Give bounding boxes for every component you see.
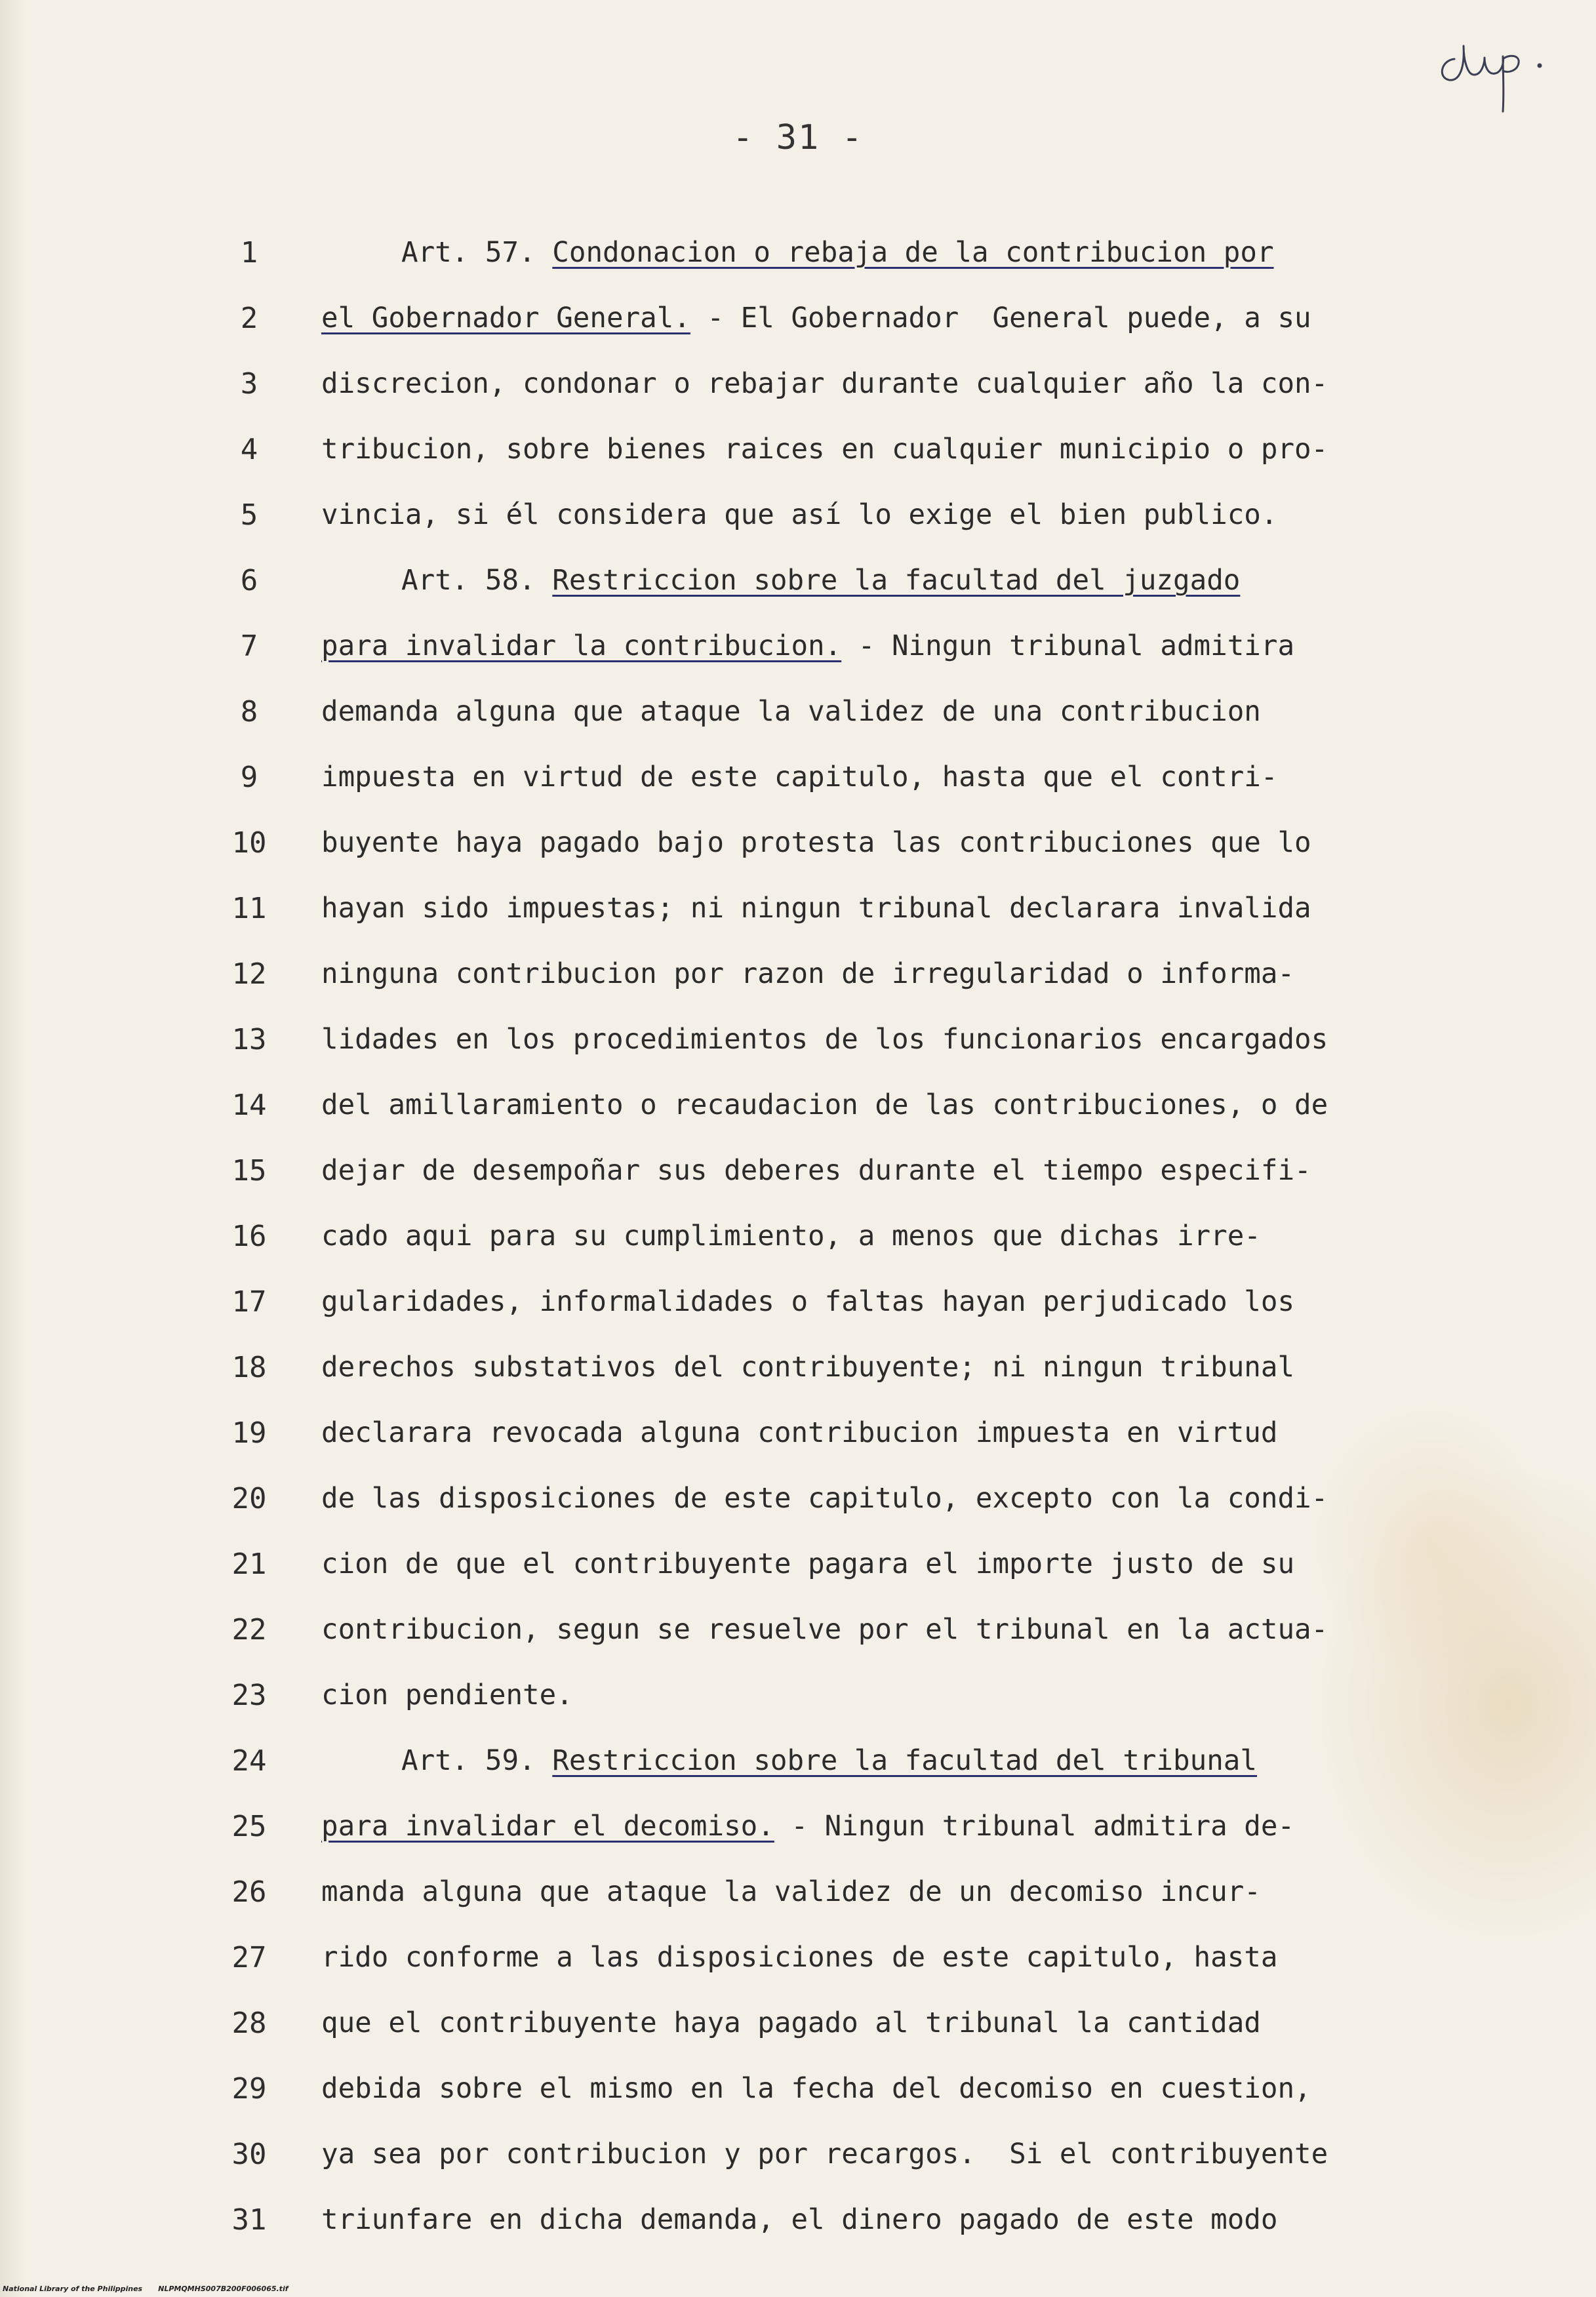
article-title: el Gobernador General. [321, 302, 690, 334]
line-number: 26 [231, 1875, 267, 1909]
article-title: Condonacion o rebaja de la contribucion por [552, 237, 1274, 269]
line-number: 20 [231, 1482, 267, 1515]
line-number: 31 [231, 2203, 267, 2237]
scan-footer [3, 2285, 304, 2293]
article-title: Restriccion sobre la facultad del juzgado [552, 565, 1241, 597]
line-number: 14 [231, 1089, 267, 1122]
text-segment: - Ningun tribunal admitira [841, 630, 1295, 662]
line-number: 17 [231, 1285, 267, 1319]
article-title: para invalidar la contribucion. [321, 630, 842, 662]
line-number: 6 [240, 564, 258, 597]
line-number: 27 [231, 1941, 267, 1974]
text-line-25 [321, 1805, 1344, 1870]
line-number: 18 [231, 1351, 267, 1384]
text-line-10: buyente haya pagado bajo protesta las contribuciones que lo [321, 827, 1311, 859]
text-line-6 [321, 559, 1344, 624]
line-number: 30 [231, 2138, 267, 2171]
line-number: 21 [231, 1548, 267, 1581]
line-number: 9 [240, 761, 258, 794]
line-number-column [216, 231, 282, 2264]
line-number: 2 [240, 302, 258, 335]
line-number: 8 [240, 695, 258, 729]
line-number: 1 [240, 236, 258, 270]
text-line-30: ya sea por contribucion y por recargos. Si el contribuyente [321, 2138, 1328, 2170]
text-segment: - El Gobernador General puede, a su [690, 302, 1311, 334]
text-line-24 [321, 1739, 1344, 1805]
handwritten-annotation [1436, 20, 1567, 125]
article-title: para invalidar el decomiso. [321, 1810, 774, 1843]
line-number: 7 [240, 629, 258, 663]
line-number: 24 [231, 1744, 267, 1778]
article-title: Restriccion sobre la facultad del tribunal [552, 1745, 1257, 1777]
text-segment: - Ningun tribunal admitira de- [774, 1810, 1295, 1843]
text-line-8: demanda alguna que ataque la validez de una contribucion [321, 696, 1261, 728]
text-line-29: debida sobre el mismo en la fecha del decomiso en cuestion, [321, 2073, 1311, 2105]
text-line-14: del amillaramiento o recaudacion de las contribuciones, o de [321, 1089, 1328, 1121]
text-line-11: hayan sido impuestas; ni ningun tribunal declarara invalida [321, 892, 1311, 925]
text-line-31: triunfare en dicha demanda, el dinero pagado de este modo [321, 2204, 1278, 2236]
text-line-4: tribucion, sobre bienes raices en cualquier municipio o pro- [321, 433, 1328, 466]
text-line-1 [321, 231, 1344, 296]
text-line-16: cado aqui para su cumplimiento, a menos que dichas irre- [321, 1220, 1261, 1252]
line-number: 19 [231, 1416, 267, 1450]
text-line-18: derechos substativos del contribuyente; ni ningun tribunal [321, 1351, 1295, 1384]
text-line-22: contribucion, segun se resuelve por el tribunal en la actua- [321, 1614, 1328, 1646]
text-line-28: que el contribuyente haya pagado al tribunal la cantidad [321, 2007, 1261, 2039]
line-number: 13 [231, 1023, 267, 1056]
article-label: Art. 57. [401, 237, 553, 269]
text-line-12: ninguna contribucion por razon de irregularidad o informa- [321, 958, 1295, 990]
text-line-27: rido conforme a las disposiciones de este capitulo, hasta [321, 1942, 1278, 1974]
line-number: 5 [240, 498, 258, 532]
footer-library: National Library of the Philippines [3, 2285, 143, 2293]
line-number: 23 [231, 1679, 267, 1712]
line-number: 12 [231, 957, 267, 991]
line-number: 10 [231, 826, 267, 860]
text-line-21: cion de que el contribuyente pagara el importe justo de su [321, 1548, 1295, 1580]
footer-filename: NLPMQMHS007B200F006065.tif [158, 2285, 289, 2293]
line-number: 22 [231, 1613, 267, 1647]
line-number: 25 [231, 1810, 267, 1843]
text-line-7 [321, 624, 1344, 690]
text-line-5: vincia, si él considera que así lo exige el bien publico. [321, 499, 1278, 531]
text-line-15: dejar de desempoñar sus deberes durante el tiempo especifi- [321, 1155, 1311, 1187]
text-line-20: de las disposiciones de este capitulo, excepto con la condi- [321, 1483, 1328, 1515]
line-number: 16 [231, 1220, 267, 1253]
line-number: 4 [240, 433, 258, 466]
line-number: 28 [231, 2007, 267, 2040]
page-number: - 31 - [732, 118, 864, 157]
text-line-23: cion pendiente. [321, 1679, 573, 1711]
text-line-13: lidades en los procedimientos de los funcionarios encargados [321, 1024, 1328, 1056]
text-line-2 [321, 296, 1344, 362]
article-label: Art. 59. [401, 1745, 553, 1777]
line-number: 11 [231, 892, 267, 925]
text-line-26: manda alguna que ataque la validez de un decomiso incur- [321, 1876, 1261, 1908]
handwritten-dup-icon [1436, 20, 1567, 125]
line-number: 3 [240, 367, 258, 401]
text-line-3: discrecion, condonar o rebajar durante cualquier año la con- [321, 368, 1328, 400]
document-body [321, 231, 1344, 2264]
line-number: 15 [231, 1154, 267, 1188]
text-line-9: impuesta en virtud de este capitulo, hasta que el contri- [321, 761, 1278, 793]
line-number: 29 [231, 2072, 267, 2106]
text-line-17: gularidades, informalidades o faltas hayan perjudicado los [321, 1286, 1295, 1318]
text-line-19: declarara revocada alguna contribucion impuesta en virtud [321, 1417, 1278, 1449]
article-label: Art. 58. [401, 565, 553, 597]
